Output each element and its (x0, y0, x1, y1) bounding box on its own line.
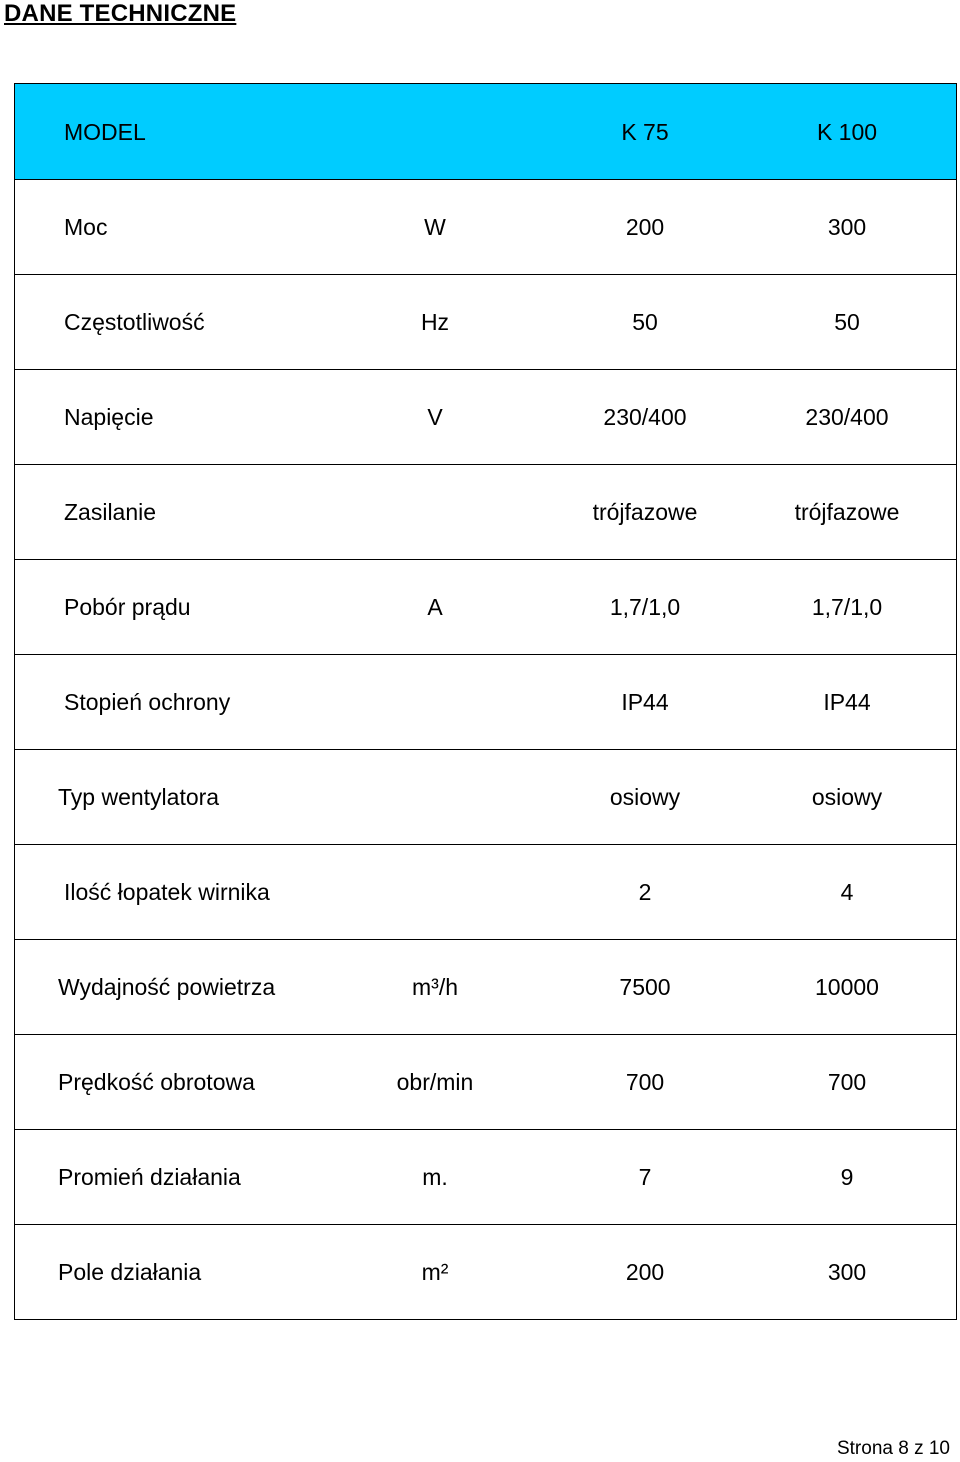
row-unit: m³/h (412, 974, 458, 1000)
row-param: Napięcie (64, 404, 154, 430)
row-param: Wydajność powietrza (58, 974, 276, 1000)
row-k100-value: 1,7/1,0 (811, 594, 883, 620)
row-k100-value: trójfazowe (794, 499, 900, 525)
table-row (15, 559, 956, 654)
table-row (15, 1034, 956, 1129)
row-unit: Hz (420, 309, 450, 335)
table-header-row (15, 84, 956, 179)
row-k75-value: 1,7/1,0 (609, 594, 681, 620)
header-k100-label: K 100 (816, 118, 878, 145)
row-k75-value: IP44 (621, 689, 669, 715)
table-row (15, 654, 956, 749)
spec-table (14, 83, 957, 1320)
row-k100-value: IP44 (823, 689, 871, 715)
table-row (15, 179, 956, 274)
row-unit: m. (422, 1164, 448, 1190)
header-k75-label: K 75 (621, 118, 669, 145)
table-row (15, 1224, 956, 1319)
table-row (15, 939, 956, 1034)
row-k75-value: 700 (625, 1069, 665, 1095)
row-k75-value: osiowy (609, 784, 681, 810)
table-row (15, 274, 956, 369)
row-k100-value: 10000 (815, 974, 879, 1000)
row-param: Częstotliwość (64, 309, 205, 335)
row-k100-value: 230/400 (805, 404, 889, 430)
row-k100-value: 300 (827, 1259, 867, 1285)
row-unit: V (427, 404, 443, 430)
row-k75-value: 2 (638, 879, 652, 905)
row-k75-value: 200 (625, 1259, 665, 1285)
row-k100-value: 300 (827, 214, 867, 240)
page-number: Strona 8 z 10 (836, 1438, 950, 1459)
row-k75-value: 50 (632, 309, 658, 335)
page-title: DANE TECHNICZNE (4, 0, 237, 27)
row-param: Typ wentylatora (58, 784, 220, 810)
row-k75-value: 230/400 (603, 404, 687, 430)
row-k100-value: 4 (840, 879, 854, 905)
row-param: Zasilanie (64, 499, 157, 525)
row-param: Promień działania (58, 1164, 241, 1190)
row-k100-value: 700 (827, 1069, 867, 1095)
row-k75-value: 7 (638, 1164, 652, 1190)
row-param: Prędkość obrotowa (58, 1069, 255, 1095)
table-row (15, 749, 956, 844)
header-model-label: MODEL (64, 118, 146, 145)
row-unit: m² (421, 1259, 449, 1285)
row-param: Moc (64, 214, 108, 240)
row-unit: obr/min (396, 1069, 474, 1095)
table-row (15, 369, 956, 464)
row-k75-value: trójfazowe (592, 499, 698, 525)
row-param: Pole działania (58, 1259, 202, 1285)
row-k100-value: osiowy (811, 784, 883, 810)
row-param: Stopień ochrony (64, 689, 231, 715)
row-k75-value: 200 (625, 214, 665, 240)
row-unit: A (427, 594, 443, 620)
row-param: Ilość łopatek wirnika (64, 879, 270, 905)
row-param: Pobór prądu (64, 594, 191, 620)
table-row (15, 464, 956, 559)
row-unit: W (424, 214, 446, 240)
row-k100-value: 9 (840, 1164, 854, 1190)
table-row (15, 1129, 956, 1224)
table-row (15, 844, 956, 939)
row-k75-value: 7500 (619, 974, 671, 1000)
row-k100-value: 50 (834, 309, 860, 335)
